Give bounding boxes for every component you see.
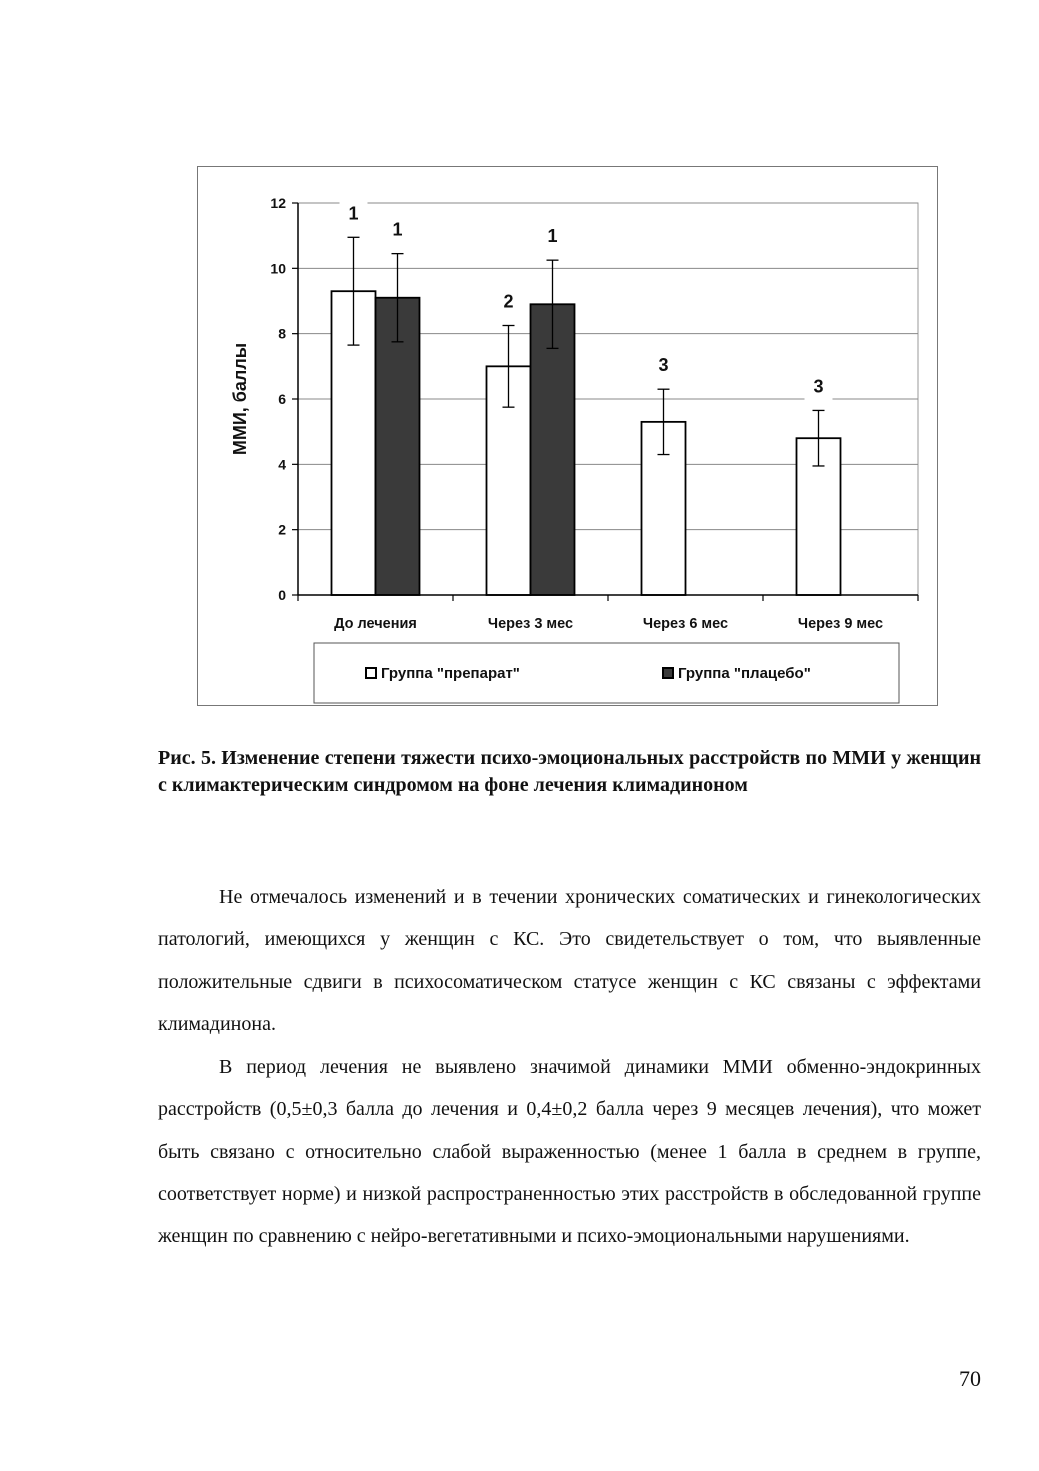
significance-label: 1: [348, 203, 359, 224]
legend-swatch: [366, 668, 376, 678]
figure-caption: Рис. 5. Изменение степени тяжести психо-эмоциональных расстройств по ММИ у женщин с климактерическим синдромом на фоне лечения климадиноном: [158, 747, 981, 796]
y-tick-label: 0: [278, 587, 286, 603]
x-tick-label: До лечения: [334, 616, 417, 632]
significance-label: 2: [503, 291, 514, 312]
body-paragraph-1: Не отмечалось изменений и в течении хронических соматических и гинекологических патологий, имеющихся у женщин с КС. Это свидетельствует о том, что выявленные положительные сдвиги в психосоматическом статусе женщин с КС связаны с эффектами климадинона.: [158, 886, 981, 1035]
legend-label: Группа "препарат": [381, 665, 520, 682]
significance-label: 3: [658, 355, 669, 376]
figure-frame: [197, 166, 938, 706]
y-axis-label: ММИ, баллы: [230, 342, 250, 456]
y-tick-label: 12: [270, 195, 286, 211]
legend-swatch: [663, 668, 673, 678]
y-tick-label: 6: [278, 391, 286, 407]
y-tick-label: 8: [278, 325, 286, 342]
bar-chart: [198, 167, 939, 707]
x-tick-label: Через 6 мес: [642, 616, 729, 632]
significance-label: 3: [813, 376, 824, 397]
significance-label: 1: [392, 219, 403, 240]
x-tick-label: Через 9 мес: [797, 616, 884, 632]
legend-label: Группа "плацебо": [678, 665, 811, 682]
y-tick-label: 2: [278, 521, 286, 538]
significance-label: 1: [547, 226, 558, 247]
body-paragraph-2: В период лечения не выявлено значимой динамики ММИ обменно-эндокринных расстройств (0,5±0,3 балла до лечения и 0,4±0,2 балла через 9 месяцев лечения), что может быть связано с относительно слабой выраженностью (менее 1 балла в среднем в группе, соответствует норме) и низкой распространенностью этих расстройств в обследованной группе женщин по сравнению с нейро-вегетативными и психо-эмоциональными нарушениями.: [158, 1056, 981, 1248]
y-tick-label: 10: [270, 260, 286, 277]
page-number: 70: [959, 1366, 981, 1391]
y-tick-label: 4: [278, 456, 286, 473]
x-tick-label: Через 3 мес: [487, 616, 574, 632]
